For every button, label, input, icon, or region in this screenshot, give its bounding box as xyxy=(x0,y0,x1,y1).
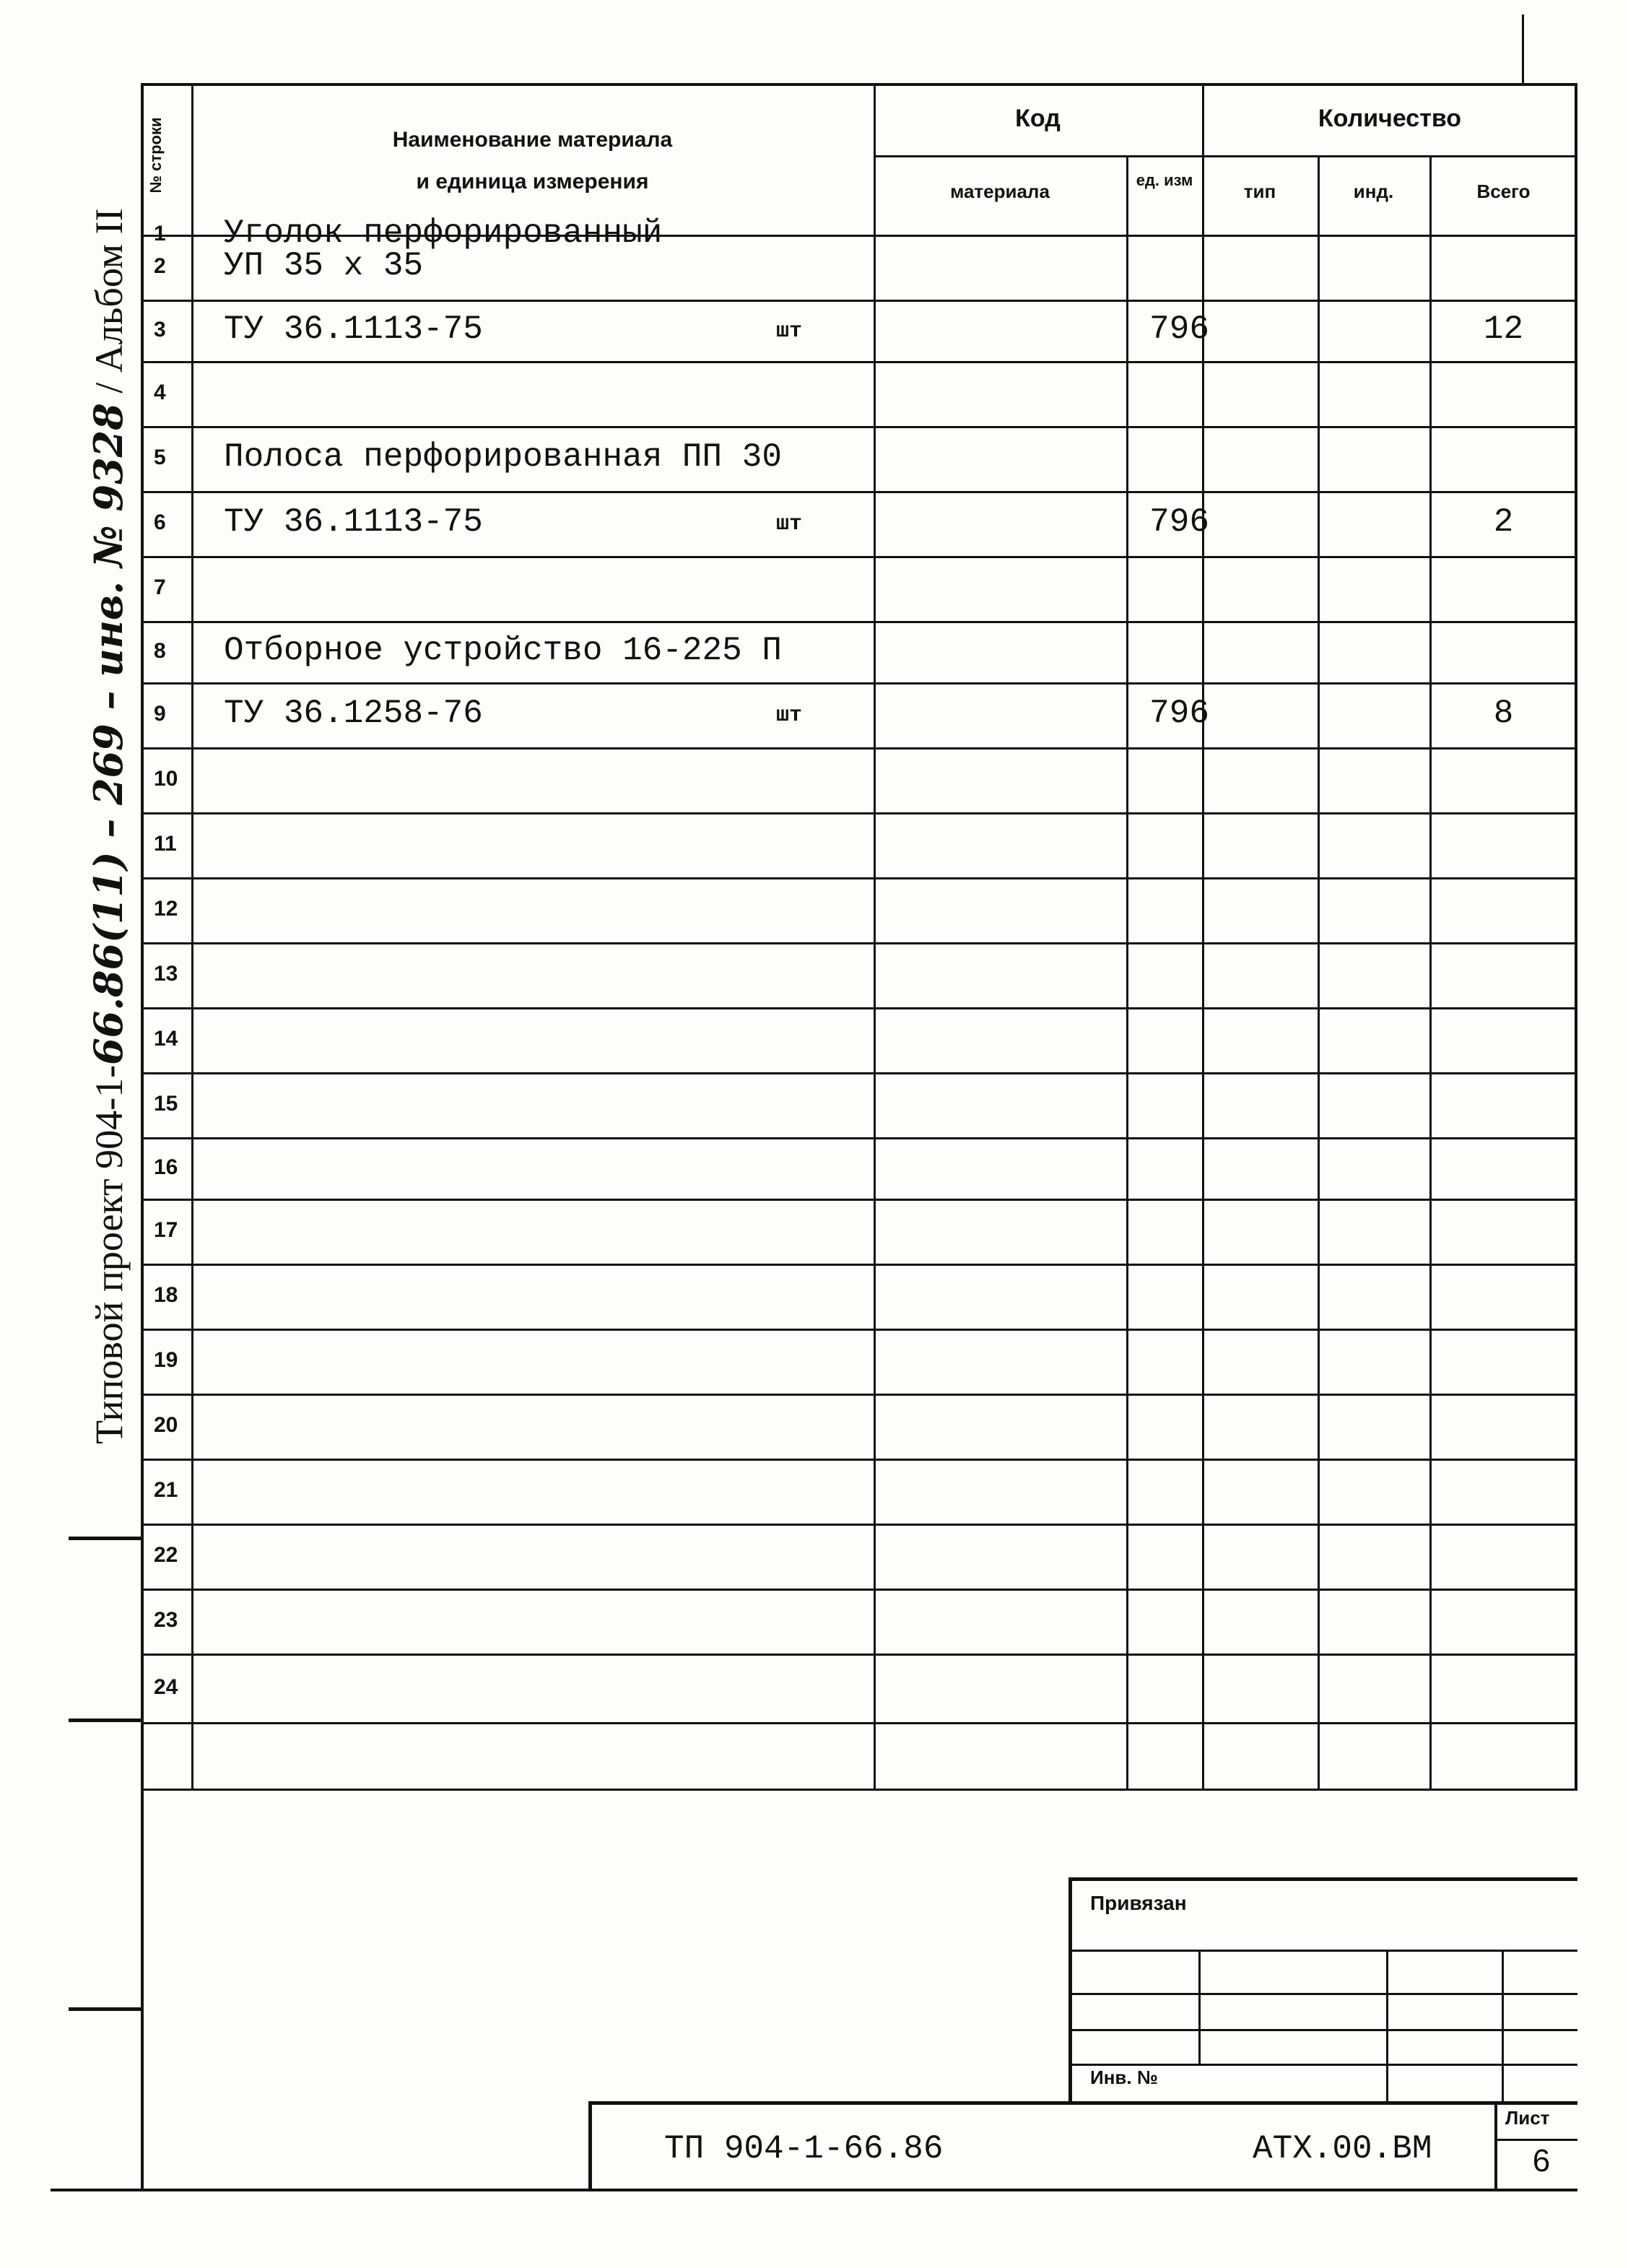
margin-note-handwritten: 66.86(11) – 269 – инв. № 9328 xyxy=(85,403,131,1065)
table-row xyxy=(141,1007,1577,1072)
sheet-label: Лист xyxy=(1505,2107,1550,2129)
unit-label: шт xyxy=(776,512,803,536)
row-number: 18 xyxy=(154,1283,178,1307)
table-row xyxy=(141,1329,1577,1394)
margin-project-note xyxy=(85,208,131,1444)
row-number: 9 xyxy=(154,702,166,726)
row-number: 15 xyxy=(154,1092,178,1116)
row-number-header: № строки xyxy=(147,117,165,194)
header-divider xyxy=(874,155,1577,157)
row-number: 22 xyxy=(154,1543,178,1567)
material-name: Отборное устройство 16-225 П xyxy=(224,631,782,669)
table-row xyxy=(141,1589,1577,1654)
material-name: ТУ 36.1258-76 xyxy=(224,695,483,732)
qty-total-header: Всего xyxy=(1476,181,1531,202)
table-row xyxy=(141,1459,1577,1524)
table-row xyxy=(141,747,1577,812)
row-number: 5 xyxy=(154,446,166,469)
table-row xyxy=(141,235,1577,300)
material-name: УП 35 х 35 xyxy=(224,247,424,284)
table-row xyxy=(141,621,1577,682)
table-row xyxy=(141,361,1577,426)
unit-code: 796 xyxy=(1149,310,1209,348)
table-row xyxy=(141,491,1577,556)
table-row xyxy=(141,1654,1577,1722)
row-number: 23 xyxy=(154,1608,178,1632)
table-row xyxy=(141,426,1577,491)
quantity-total: 12 xyxy=(1483,310,1524,348)
table-row xyxy=(141,1394,1577,1459)
quantity-total: 8 xyxy=(1493,695,1514,732)
row-number: 7 xyxy=(154,575,166,599)
sheet-number: 6 xyxy=(1532,2143,1551,2178)
materials-table xyxy=(141,83,1577,1791)
qty-ind-header: инд. xyxy=(1353,181,1394,202)
table-row xyxy=(141,556,1577,621)
table-row xyxy=(141,942,1577,1007)
row-number: 6 xyxy=(154,510,166,534)
table-row xyxy=(141,812,1577,877)
row-number: 11 xyxy=(154,832,177,856)
material-name: ТУ 36.1113-75 xyxy=(224,503,483,541)
table-row xyxy=(141,1072,1577,1137)
title-block xyxy=(588,2101,1577,2191)
row-number: 10 xyxy=(154,767,178,791)
stamp-inventory-label: Инв. № xyxy=(1090,2067,1158,2088)
unit-code: 796 xyxy=(1149,695,1209,732)
table-row xyxy=(141,1199,1577,1264)
margin-tick xyxy=(69,1719,141,1722)
table-row xyxy=(141,1264,1577,1329)
material-name: Полоса перфорированная ПП 30 xyxy=(224,438,782,476)
table-row xyxy=(141,300,1577,361)
row-number: 14 xyxy=(154,1027,178,1051)
code-column-header: Код xyxy=(1015,105,1061,132)
name-header-line1: Наименование материала xyxy=(392,128,673,152)
table-row xyxy=(141,1137,1577,1199)
quantity-column-header: Количество xyxy=(1318,105,1462,132)
material-name: ТУ 36.1113-75 xyxy=(224,310,483,348)
binding-stamp xyxy=(1068,1877,1577,2101)
stamp-title: Привязан xyxy=(1090,1892,1187,1914)
row-number: 13 xyxy=(154,962,178,986)
row-number: 17 xyxy=(154,1218,178,1242)
row-number: 20 xyxy=(154,1413,178,1437)
unit-label: шт xyxy=(776,318,803,344)
table-row xyxy=(141,1524,1577,1589)
unit-code: 796 xyxy=(1149,503,1209,541)
margin-note-album: / Альбом II xyxy=(87,208,131,394)
qty-type-header: тип xyxy=(1243,181,1276,202)
code-material-header: материала xyxy=(950,181,1050,202)
margin-tick xyxy=(69,1537,141,1540)
row-number: 2 xyxy=(154,254,166,278)
margin-tick xyxy=(69,2007,141,2011)
name-column-header xyxy=(191,119,874,203)
margin-note-printed: Типовой проект 904-1- xyxy=(87,1064,131,1444)
quantity-total: 2 xyxy=(1493,503,1514,541)
row-number: 19 xyxy=(154,1348,178,1372)
unit-label: шт xyxy=(776,703,803,728)
row-number: 16 xyxy=(154,1155,178,1179)
top-edge-tick xyxy=(1522,14,1524,83)
row-number: 21 xyxy=(154,1478,178,1502)
row-number: 1 xyxy=(154,222,166,246)
table-row xyxy=(141,877,1577,942)
document-code: АТХ.00.ВМ xyxy=(1253,2130,1432,2168)
row-divider xyxy=(141,1722,1577,1724)
table-row xyxy=(141,682,1577,747)
row-number: 3 xyxy=(154,317,166,342)
row-number: 4 xyxy=(154,381,166,404)
table-bottom-line xyxy=(141,1789,1577,1791)
row-number: 8 xyxy=(154,638,166,663)
row-number: 24 xyxy=(154,1674,178,1699)
row-number: 12 xyxy=(154,897,178,921)
name-header-line2: и единица измерения xyxy=(416,170,649,194)
project-code: ТП 904-1-66.86 xyxy=(664,2130,944,2168)
material-name: Уголок перфорированный xyxy=(224,214,663,252)
code-unit-header: ед. изм xyxy=(1136,171,1193,189)
